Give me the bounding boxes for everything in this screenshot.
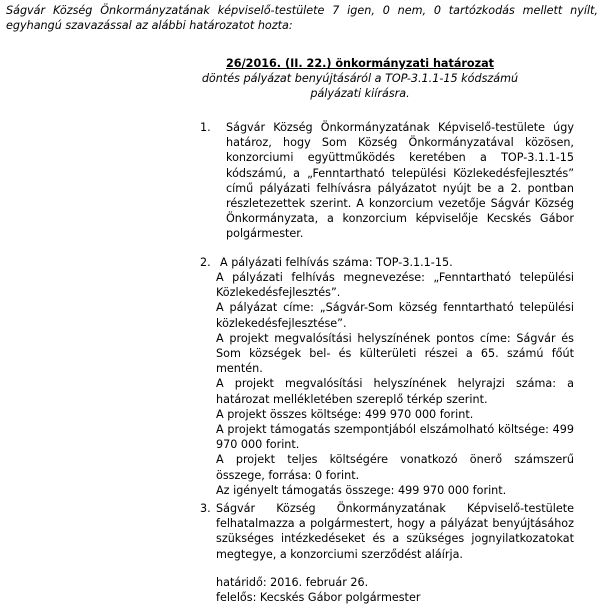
detail-location-lot-number: A projekt megvalósítási helyszínének helyrajzi száma: a határozat mellékletében szereplő térkép szerint. [216,377,574,406]
point-2-heading [200,255,574,270]
point-3 [200,501,574,562]
detail-eligible-cost: A projekt támogatás szempontjából elszámolható költsége: 499 970 000 forint. [216,423,574,452]
point-2-heading-text: A pályázati felhívás száma: TOP-3.1.1-15. [220,256,453,269]
deadline: határidő: 2016. február 26. [216,576,369,589]
resolution-subject-line-1: döntés pályázat benyújtásáról a TOP-3.1.1-15 kódszámú [201,72,519,86]
detail-own-contribution: A projekt teljes költségére vonatkozó önerő számszerű összege, forrása: 0 forint. [216,453,574,482]
detail-project-title: A pályázat címe: „Ságvár-Som község fenntartható települési közlekedésfejlesztése”. [216,301,574,330]
detail-call-name: A pályázati felhívás megnevezése: „Fenntartható települési Közlekedésfejlesztés”. [216,271,574,300]
resolution-number: 26/2016. (II. 22.) önkormányzati határozat [226,57,494,70]
resolution-subject-line-2: pályázati kiírásra. [310,87,410,101]
resolution-header [190,56,530,102]
intro-paragraph: Ságvár Község Önkormányzatának képviselő-testülete 7 igen, 0 nem, 0 tartózkodás mellett nyílt, egyhangú szavazással az alábbi határozatot hozta: [6,4,598,33]
point-3-text: Ságvár Község Önkormányzatának Képviselő-testülete felhatalmazza a polgármestert, hogy a pályázat benyújtásához szükséges intézkedéseket és a szükséges jognyilatkozatokat megtegye, a konzorciumi szerződést aláírja. [216,502,574,561]
point-1-number: 1. [200,121,211,134]
detail-location-address: A projekt megvalósítási helyszínének pontos címe: Ságvár és Som községek bel- és külterületi részei a 65. számú főút mentén. [216,331,574,376]
footer [216,575,420,605]
point-1 [200,120,574,242]
point-2-number: 2. [200,256,211,269]
point-2-details [216,270,574,498]
detail-total-cost: A projekt összes költsége: 499 970 000 forint. [216,407,474,421]
point-3-number: 3. [200,502,211,515]
responsible-person: felelős: Kecskés Gábor polgármester [216,591,421,605]
detail-requested-support: Az igényelt támogatás összege: 499 970 000 forint. [216,483,507,497]
point-1-text: Ságvár Község Önkormányzatának Képviselő-testülete úgy határoz, hogy Som Község Önkormányzatával közösen, konzorciumi együttműködés keretében a TOP-3.1.1-15 kódszámú, a „Fenntartható települési Közlekedésfejlesztés” című pályázati felhívásra pályázatot nyújt be a 2. pontban részletezettek szerint. A konzorcium vezetője Ságvár Község Önkormányzata, a konzorcium képviselője Kecskés Gábor polgármester. [226,121,574,241]
